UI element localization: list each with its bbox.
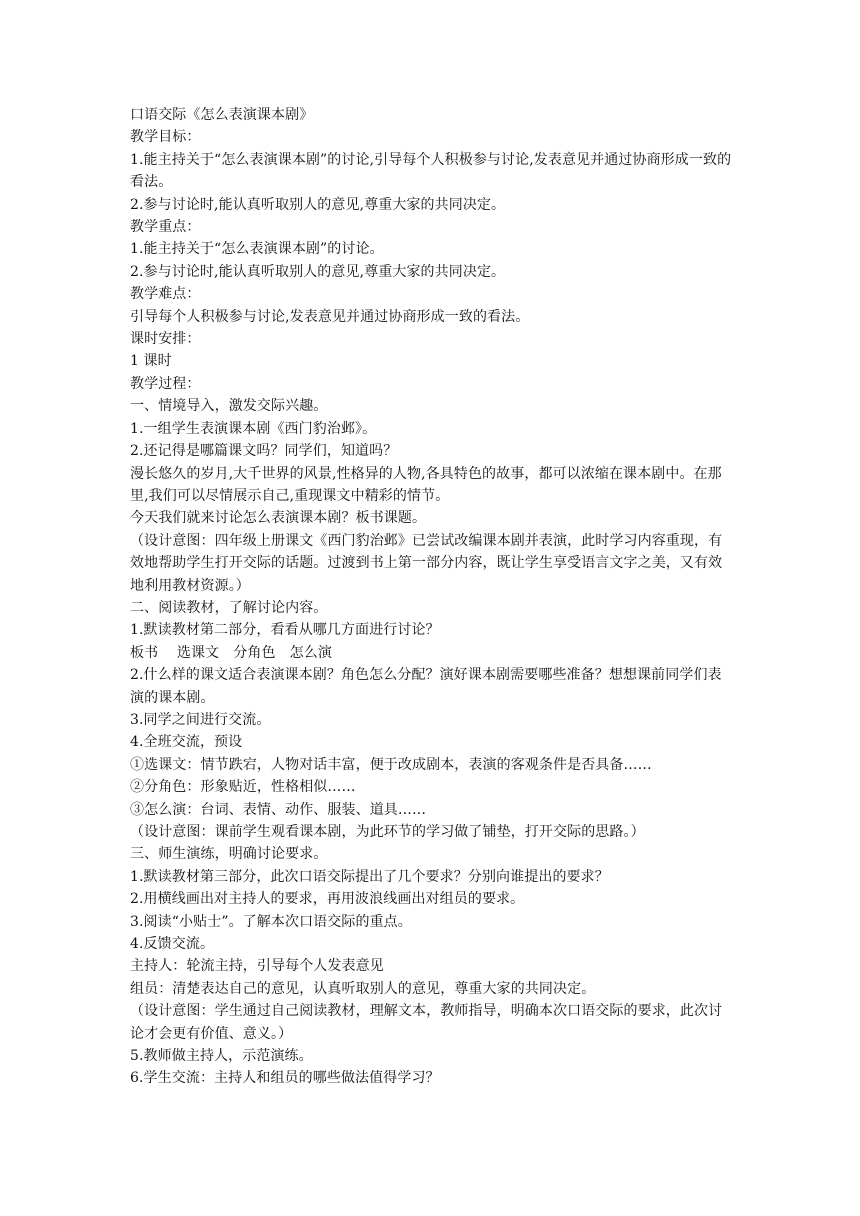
- section-heading-objectives: 教学目标：: [130, 129, 201, 146]
- paragraph: 引导每个人积极参与讨论,发表意见并通过协商形成一致的看法。: [130, 308, 530, 325]
- subsection-heading: 一、情境导入，激发交际兴趣。: [130, 398, 328, 415]
- paragraph: 组员：清楚表达自己的意见，认真听取别人的意见，尊重大家的共同决定。: [130, 980, 596, 997]
- paragraph: 1 课时: [130, 353, 172, 370]
- paragraph: 今天我们就来讨论怎么表演课本剧？板书课题。: [130, 510, 427, 527]
- section-heading-schedule: 课时安排：: [130, 331, 201, 348]
- section-heading-difficulties: 教学难点：: [130, 286, 201, 303]
- paragraph: 1.一组学生表演课本剧《西门豹治邺》。: [130, 420, 377, 437]
- design-note: （设计意图：学生通过自己阅读教材，理解文本，教师指导，明确本次口语交际的要求，此次讨论才会更有价值、意义。）: [130, 1003, 723, 1042]
- paragraph: 4.反馈交流。: [130, 936, 215, 953]
- list-item: ③怎么演：台词、表情、动作、服装、道具……: [130, 801, 427, 818]
- paragraph: 2.参与讨论时,能认真听取别人的意见,尊重大家的共同决定。: [130, 263, 506, 280]
- paragraph: 2.参与讨论时,能认真听取别人的意见,尊重大家的共同决定。: [130, 196, 506, 213]
- paragraph: 3.同学之间进行交流。: [130, 711, 271, 728]
- section-heading-key-points: 教学重点：: [130, 219, 201, 236]
- document-title: 口语交际《怎么表演课本剧》: [130, 107, 314, 123]
- paragraph: 6.学生交流：主持人和组员的哪些做法值得学习？: [130, 1070, 440, 1087]
- paragraph: 漫长悠久的岁月,大千世界的风景,性格异的人物,各具特色的故事，都可以浓缩在课本剧中。在那里,我们可以尽情展示自己,重现课文中精彩的情节。: [130, 465, 722, 504]
- list-item: ②分角色：形象贴近，性格相似……: [130, 779, 356, 796]
- list-item: ①选课文：情节跌宕，人物对话丰富，便于改成剧本，表演的客观条件是否具备……: [130, 756, 652, 773]
- design-note: （设计意图：课前学生观看课本剧，为此环节的学习做了铺垫，打开交际的思路。）: [130, 824, 645, 840]
- section-heading-process: 教学过程：: [130, 375, 201, 392]
- paragraph: 2.用横线画出对主持人的要求，再用波浪线画出对组员的要求。: [130, 891, 525, 908]
- paragraph: 4.全班交流，预设: [130, 734, 243, 751]
- paragraph: 1.默读教材第三部分，此次口语交际提出了几个要求？分别向谁提出的要求？: [130, 868, 609, 885]
- paragraph: 1.能主持关于“怎么表演课本剧”的讨论,引导每个人积极参与讨论,发表意见并通过协商形成一致的看法。: [130, 151, 732, 191]
- paragraph: 1.能主持关于“怎么表演课本剧”的讨论。: [130, 241, 384, 258]
- paragraph: 主持人：轮流主持，引导每个人发表意见: [130, 958, 384, 975]
- paragraph: 2.什么样的课文适合表演课本剧？角色怎么分配？演好课本剧需要哪些准备？想想课前同学们表演的课本剧。: [130, 667, 722, 706]
- blackboard-note: 板书 选课文 分角色 怎么演: [130, 644, 332, 661]
- paragraph: 1.默读教材第二部分，看看从哪几方面进行讨论？: [130, 622, 440, 639]
- design-note: （设计意图：四年级上册课文《西门豹治邺》已尝试改编课本剧并表演，此时学习内容重现，有效地帮助学生打开交际的话题。过渡到书上第一部分内容，既让学生享受语言文字之美，又有效地利用教材资源。）: [130, 532, 723, 594]
- paragraph: 5.教师做主持人，示范演练。: [130, 1048, 313, 1065]
- subsection-heading: 二、阅读教材，了解讨论内容。: [130, 599, 328, 616]
- document-body: [130, 104, 735, 1090]
- paragraph: 2.还记得是哪篇课文吗？同学们，知道吗？: [130, 443, 398, 460]
- paragraph: 3.阅读“小贴士”。了解本次口语交际的重点。: [130, 913, 412, 930]
- subsection-heading: 三、师生演练，明确讨论要求。: [130, 846, 328, 863]
